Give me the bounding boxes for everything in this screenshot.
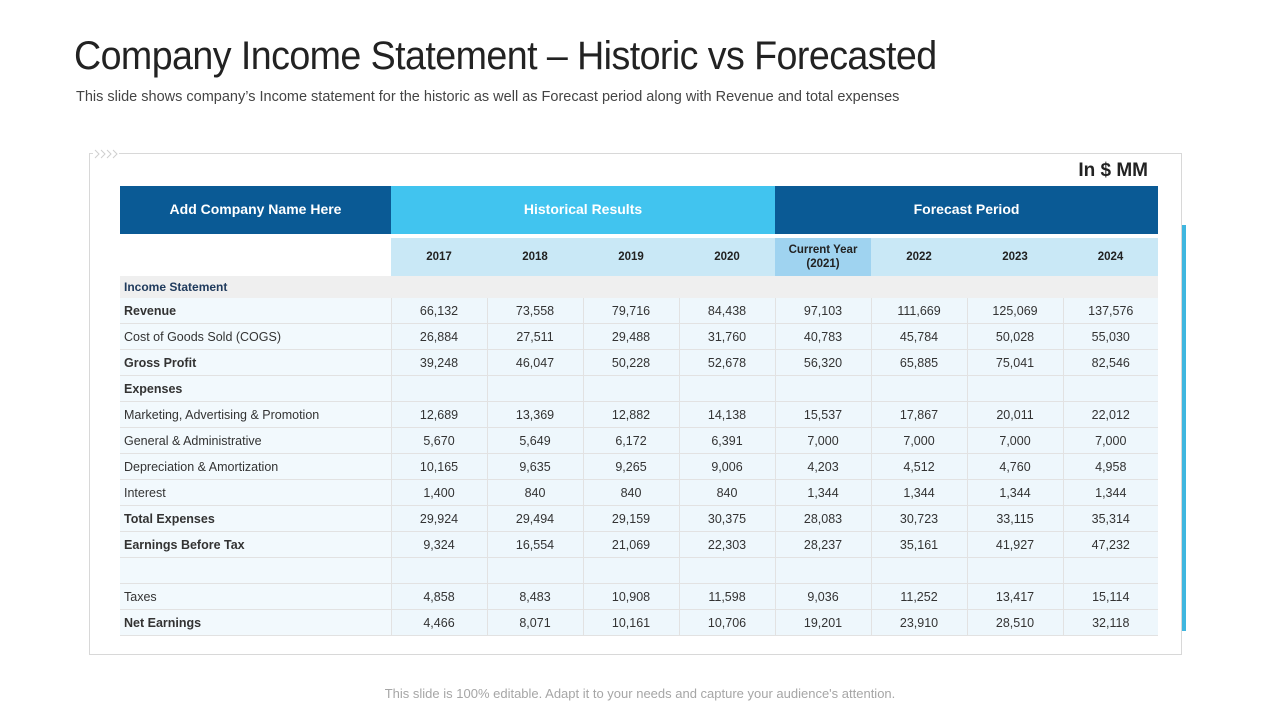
value-cell: 20,011	[967, 402, 1063, 428]
value-cell: 27,511	[487, 324, 583, 350]
table-row	[120, 376, 1158, 402]
value-cell	[1063, 558, 1158, 584]
value-cell: 9,006	[679, 454, 775, 480]
value-cell	[871, 376, 967, 402]
value-cell: 9,265	[583, 454, 679, 480]
value-cell: 28,083	[775, 506, 871, 532]
value-cell: 30,723	[871, 506, 967, 532]
value-cell: 15,537	[775, 402, 871, 428]
value-cell: 11,252	[871, 584, 967, 610]
year-header: 2018	[487, 238, 583, 276]
row-label	[120, 558, 391, 584]
value-cell	[679, 558, 775, 584]
value-cell: 65,885	[871, 350, 967, 376]
row-label: General & Administrative	[120, 428, 391, 454]
row-label: Net Earnings	[120, 610, 391, 636]
value-cell: 30,375	[679, 506, 775, 532]
value-cell: 55,030	[1063, 324, 1158, 350]
value-cell: 7,000	[871, 428, 967, 454]
unit-label: In $ MM	[1078, 160, 1148, 181]
value-cell: 52,678	[679, 350, 775, 376]
value-cell	[679, 376, 775, 402]
value-cell: 4,203	[775, 454, 871, 480]
value-cell: 7,000	[1063, 428, 1158, 454]
footer-note: This slide is 100% editable. Adapt it to your needs and capture your audience's attention.	[384, 686, 896, 701]
value-cell: 73,558	[487, 298, 583, 324]
value-cell: 79,716	[583, 298, 679, 324]
value-cell: 11,598	[679, 584, 775, 610]
row-label: Revenue	[120, 298, 391, 324]
table-row	[120, 454, 1158, 480]
value-cell: 137,576	[1063, 298, 1158, 324]
value-cell: 15,114	[1063, 584, 1158, 610]
value-cell: 1,344	[775, 480, 871, 506]
year-header: 2020	[679, 238, 775, 276]
table-row	[120, 584, 1158, 610]
value-cell: 29,494	[487, 506, 583, 532]
header-historical: Historical Results	[391, 186, 775, 233]
value-cell: 840	[679, 480, 775, 506]
value-cell: 1,344	[967, 480, 1063, 506]
chevrons-icon	[93, 147, 119, 159]
year-header: 2022	[871, 238, 967, 276]
value-cell: 9,036	[775, 584, 871, 610]
value-cell: 4,466	[391, 610, 487, 636]
header-company: Add Company Name Here	[120, 186, 391, 233]
row-label: Expenses	[120, 376, 391, 402]
value-cell: 56,320	[775, 350, 871, 376]
value-cell: 840	[487, 480, 583, 506]
table-row	[120, 324, 1158, 350]
year-header: 2024	[1063, 238, 1158, 276]
year-header: 2023	[967, 238, 1063, 276]
value-cell: 12,689	[391, 402, 487, 428]
value-cell: 75,041	[967, 350, 1063, 376]
value-cell: 28,510	[967, 610, 1063, 636]
value-cell: 7,000	[967, 428, 1063, 454]
value-cell: 31,760	[679, 324, 775, 350]
table-row	[120, 298, 1158, 324]
section-income-statement: Income Statement	[120, 276, 1158, 298]
value-cell: 1,344	[871, 480, 967, 506]
row-label: Earnings Before Tax	[120, 532, 391, 558]
value-cell: 17,867	[871, 402, 967, 428]
value-cell: 50,028	[967, 324, 1063, 350]
value-cell: 22,012	[1063, 402, 1158, 428]
row-label: Depreciation & Amortization	[120, 454, 391, 480]
value-cell: 16,554	[487, 532, 583, 558]
value-cell: 5,670	[391, 428, 487, 454]
value-cell: 22,303	[679, 532, 775, 558]
value-cell: 10,908	[583, 584, 679, 610]
page-title: Company Income Statement – Historic vs Forecasted	[74, 34, 937, 78]
value-cell: 8,483	[487, 584, 583, 610]
value-cell: 6,391	[679, 428, 775, 454]
value-cell: 29,488	[583, 324, 679, 350]
value-cell: 7,000	[775, 428, 871, 454]
value-cell: 111,669	[871, 298, 967, 324]
value-cell: 4,760	[967, 454, 1063, 480]
value-cell	[967, 558, 1063, 584]
value-cell	[775, 558, 871, 584]
value-cell: 1,344	[1063, 480, 1158, 506]
table-row	[120, 506, 1158, 532]
value-cell: 19,201	[775, 610, 871, 636]
table-row	[120, 532, 1158, 558]
value-cell: 10,165	[391, 454, 487, 480]
row-label: Marketing, Advertising & Promotion	[120, 402, 391, 428]
accent-bar	[1182, 225, 1186, 631]
row-label: Gross Profit	[120, 350, 391, 376]
table-row	[120, 402, 1158, 428]
value-cell: 23,910	[871, 610, 967, 636]
table-row	[120, 428, 1158, 454]
value-cell: 82,546	[1063, 350, 1158, 376]
value-cell: 13,417	[967, 584, 1063, 610]
value-cell: 4,958	[1063, 454, 1158, 480]
value-cell: 8,071	[487, 610, 583, 636]
value-cell: 5,649	[487, 428, 583, 454]
value-cell: 84,438	[679, 298, 775, 324]
value-cell: 13,369	[487, 402, 583, 428]
value-cell: 125,069	[967, 298, 1063, 324]
year-header: 2019	[583, 238, 679, 276]
value-cell	[775, 376, 871, 402]
value-cell: 9,324	[391, 532, 487, 558]
row-label: Total Expenses	[120, 506, 391, 532]
value-cell: 26,884	[391, 324, 487, 350]
value-cell: 46,047	[487, 350, 583, 376]
value-cell: 28,237	[775, 532, 871, 558]
value-cell: 45,784	[871, 324, 967, 350]
value-cell	[487, 376, 583, 402]
value-cell	[967, 376, 1063, 402]
value-cell: 4,512	[871, 454, 967, 480]
value-cell: 29,159	[583, 506, 679, 532]
value-cell: 21,069	[583, 532, 679, 558]
value-cell: 33,115	[967, 506, 1063, 532]
value-cell: 14,138	[679, 402, 775, 428]
value-cell: 40,783	[775, 324, 871, 350]
value-cell	[487, 558, 583, 584]
year-header: 2017	[391, 238, 487, 276]
value-cell	[871, 558, 967, 584]
value-cell	[583, 558, 679, 584]
table-row	[120, 350, 1158, 376]
value-cell	[1063, 376, 1158, 402]
value-cell	[583, 376, 679, 402]
value-cell	[391, 376, 487, 402]
table-row	[120, 610, 1158, 636]
value-cell: 50,228	[583, 350, 679, 376]
table-row	[120, 558, 1158, 584]
year-header-blank	[120, 238, 391, 276]
income-statement-table	[120, 186, 1158, 636]
value-cell: 10,161	[583, 610, 679, 636]
value-cell: 32,118	[1063, 610, 1158, 636]
value-cell: 12,882	[583, 402, 679, 428]
row-label: Cost of Goods Sold (COGS)	[120, 324, 391, 350]
page-subtitle: This slide shows company’s Income statement for the historic as well as Forecast period along with Revenue and total expenses	[76, 89, 900, 105]
row-label: Taxes	[120, 584, 391, 610]
value-cell: 29,924	[391, 506, 487, 532]
value-cell: 10,706	[679, 610, 775, 636]
value-cell: 1,400	[391, 480, 487, 506]
value-cell: 66,132	[391, 298, 487, 324]
value-cell: 9,635	[487, 454, 583, 480]
value-cell: 4,858	[391, 584, 487, 610]
header-forecast: Forecast Period	[775, 186, 1158, 233]
value-cell: 97,103	[775, 298, 871, 324]
value-cell: 47,232	[1063, 532, 1158, 558]
value-cell: 41,927	[967, 532, 1063, 558]
value-cell: 35,161	[871, 532, 967, 558]
value-cell: 35,314	[1063, 506, 1158, 532]
row-label: Interest	[120, 480, 391, 506]
value-cell: 39,248	[391, 350, 487, 376]
year-header: Current Year (2021)	[775, 238, 871, 276]
table-row	[120, 480, 1158, 506]
value-cell: 6,172	[583, 428, 679, 454]
value-cell	[391, 558, 487, 584]
value-cell: 840	[583, 480, 679, 506]
